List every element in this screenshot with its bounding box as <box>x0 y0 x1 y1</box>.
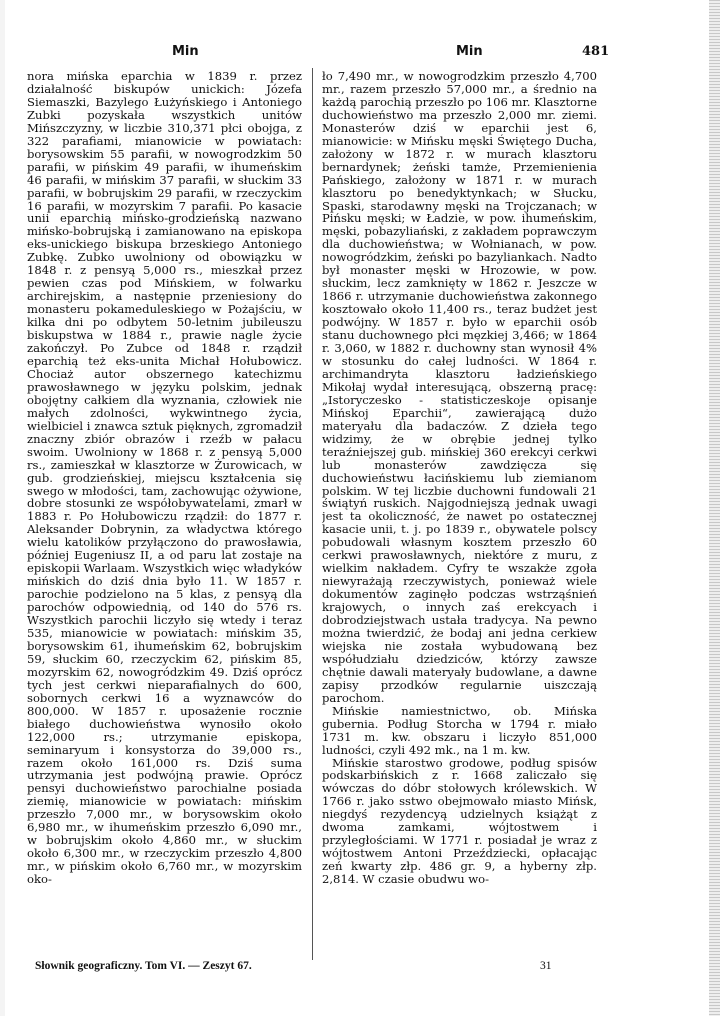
left-column-text: nora mińska eparchia w 1839 r. przez działalność biskupów unickich: Józefa Siemaszki, Bazylego Łużyńskiego i Antoniego Zubki pozyskała wszystkich unitów Mińszczyzny, w liczbie 310,371 płci obojga, z 322 parafiami, mianowicie w powiatach: borysowskim 55 parafii, w nowogrodzkim 50 parafii, w pińskim 49 parafii, w ihumeńskim 46 parafii, w mińskim 37 parafii, w słuckim 33 parafii, w bobrujskim 29 parafii, w rzeczyckim 16 parafii, w mozyrskim 7 parafii. Po kasacie unii eparchią mińsko-grodzieńską nazwano mińsko-bobrujską i zamianowano na episkopa eks-unickiego biskupa brzeskiego Antoniego Zubkę. Zubko uwolniony od obowiązku w 1848 r. z pensyą 5,000 rs., mieszkał przez pewien czas pod Mińskiem, w folwarku archirejskim, a następnie przeniesiony do monasteru pokameduleskiego w Pożajściu, w kilka dni po odbytem 50-letnim jubileuszu biskupstwa w 1884 r., prawie nagle życie zakończył. Po Zubce od 1848 r. rządził eparchią też eks-unita Michał Hołubowicz. Chociaż autor obszernego katechizmu prawosławnego w języku polskim, jednak obojętny całkiem dla wyznania, człowiek nie małych zdolności, wykwintnego życia, wielbiciel i znawca sztuk pięknych, zgromadził znaczny zbiór obrazów i rzeźb w pałacu swoim. Uwolniony w 1868 r. z pensyą 5,000 rs., zamieszkał w klasztorze w Żurowicach, w gub. grodzieńskiej, miejscu kształcenia się swego w młodości, tam, zachowując ożywione, dobre stosunki ze współobywatelami, zmarł w 1883 r. Po Hołubowiczu rządził: do 1877 r. Aleksander Dobrynin, za władyctwa którego wielu katolików przyłączono do prawosławia, później Eugeniusz II, a od paru lat zostaje na episkopii Warlaam. Wszystkich więc władyków mińskich do dziś dnia było 11. W 1857 r. parochie podzielono na 5 klas, z pensyą dla parochów odpowiednią, od 140 do 576 rs. Wszystkich parochii liczyło się wtedy i teraz 535, mianowicie w powiatach: mińskim 35, borysowskim 61, ihumeńskim 62, bobrujskim 59, słuckim 60, rzeczyckim 62, pińskim 85, mozyrskim 62, nowogródzkim 49. Dziś oprócz tych jest cerkwi nieparafialnych do 600, sobornych cerkwi 16 a wyznawców do 800,000. W 1857 r. uposażenie rocznie białego duchowieństwa wynosiło około 122,000 rs.; utrzymanie episkopa, seminaryum i konsystorza do 39,000 rs., razem około 161,000 rs. Dziś suma utrzymania jest podwójną prawie. Oprócz pensyi duchowieństwo parochialne posiada ziemię, mianowicie w powiatach: mińskim przeszło 7,000 mr., w borysowskim około 6,980 mr., w ihumeńskim przeszło 6,090 mr., w bobrujskim około 4,860 mr., w słuckim około 6,300 mr., w rzeczyckim przeszło 4,800 mr., w pińskim około 6,760 mr., w mozyrskim oko- <box>27 70 302 887</box>
left-column <box>27 70 302 950</box>
page-number: 481 <box>582 44 610 59</box>
right-column-paragraph-1: ło 7,490 mr., w nowogrodzkim przeszło 4,700 mr., razem przeszło 57,000 mr., a średnio na każdą parochią przeszło po 106 mr. Klasztorne duchowieństwo ma przeszło 2,000 mr. ziemi. Monasterów dziś w eparchii jest 6, mianowicie: w Mińsku męski Świętego Ducha, założony w 1872 r. w murach klasztoru bernardynek; żeński tamże, Przemienienia Pańskiego, założony w 1871 r. w murach klasztoru po benedyktynkach; w Słucku, Spaski, starodawny męski na Trojczanach; w Pińsku męski; w Ładzie, w pow. ihumeńskim, męski, pobazyliański, z zakładem poprawczym dla duchowieństwa; w Wołnianach, w pow. nowogródzkim, żeński po bazyliankach. Nadto był monaster męski w Hrozowie, w pow. słuckim, lecz zamknięty w 1862 r. Jeszcze w 1866 r. utrzymanie duchowieństwa zakonnego kosztowało około 11,400 rs., teraz budżet jest podwójny. W 1857 r. było w eparchii osób stanu duchownego płci męzkiej 3,466; w 1864 r. 3,060, w 1882 r. duchowny stan wynosił 4% w stosunku do całej ludności. W 1864 r. archimandryta klasztoru ładzieńskiego Mikołaj wydał interesującą, obszerną pracę: „Istoryczesko - statisticzeskoje opisanje Mińskoj Eparchii“, zawierającą dużo materyału dla badaczów. Z dzieła tego widzimy, że w obrębie jednej tylko teraźniejszej gub. mińskiej 360 erekcyi cerkwi lub monasterów zawdzięcza się duchowieństwu łacińskiemu lub ziemianom polskim. W tej liczbie duchowni fundowali 21 świątyń ruskich. Najgodniejszą jednak uwagi jest ta okoliczność, że nawet po ostatecznej kasacie unii, t. j. po 1839 r., obywatele polscy pobudowali własnym kosztem przeszło 60 cerkwi prawosławnych, niektóre z muru, z wielkim nakładem. Cyfry te wszakże zgoła niewyrażają rzeczywistych, ponieważ wiele dokumentów zaginęło podczas wstrząśnień krajowych, o innych zaś erekcyach i dobrodziejstwach ustała tradycya. Na pewno można twierdzić, że bodaj ani jedna cerkiew wiejska nie została wybudowaną bez współudziału dziedziców, którzy zawsze chętnie dawali materyały budowlane, a dawne zapisy przodków regularnie uiszczają parochom. <box>322 70 597 705</box>
entry-minskie-namiestnictwo: Mińskie namiestnictwo, ob. Mińska gubernia. Podług Storcha w 1794 r. miało 1731 m. kw. obszaru i liczyło 851,000 ludności, czyli 492 mk., na 1 m. kw. <box>322 703 597 757</box>
running-head-left: Min <box>172 44 199 59</box>
footer-signature-number: 31 <box>540 960 552 972</box>
footer-publication: Słownik geograficzny. Tom VI. — Zeszyt 67. <box>35 960 252 972</box>
running-head-right: Min <box>456 44 483 59</box>
scan-edge-right <box>709 0 720 1016</box>
entry-minskie-starostwo-grodowe: Mińskie starostwo grodowe, podług spisów podskarbińskich z r. 1668 zaliczało się wówczas do dóbr stołowych królewskich. W 1766 r. jako sstwo obejmowało miasto Mińsk, niegdyś rezydencyą udzielnych książąt z dwoma zamkami, wójtostwem i przyległościami. W 1771 r. posiadał je wraz z wójtostwem Antoni Przeździecki, opłacając zeń kwarty złp. 486 gr. 9, a hyberny złp. 2,814. W czasie obudwu wo- <box>322 755 597 887</box>
scan-edge-left <box>0 0 5 1016</box>
column-divider <box>312 68 313 960</box>
right-column <box>322 70 597 950</box>
